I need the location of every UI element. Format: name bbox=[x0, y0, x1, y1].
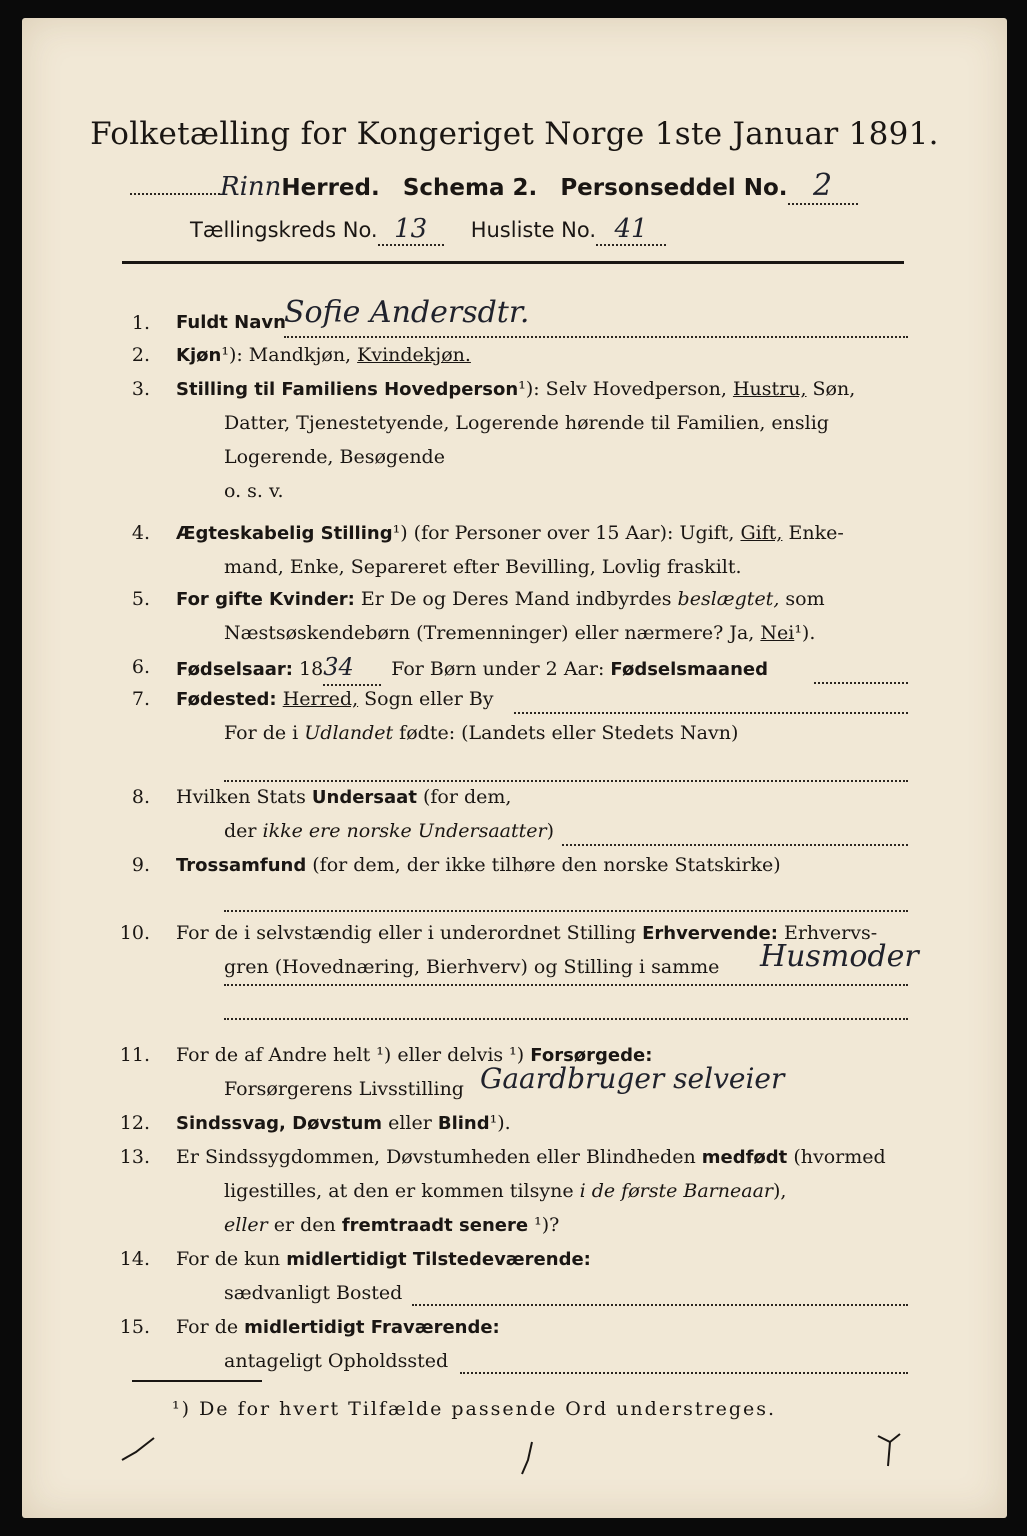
married-women-text: ¹). bbox=[794, 622, 816, 644]
family-position-selected: Hustru, bbox=[732, 378, 807, 400]
congenital-text: ligestilles, at den er kommen tilsyne bbox=[224, 1180, 580, 1202]
family-position-line2: Datter, Tjenestetyende, Logerende hørende til Familien, enslig bbox=[224, 412, 829, 434]
nationality-text: Hvilken Stats bbox=[176, 786, 312, 808]
temporary-absent-line1 bbox=[176, 1310, 500, 1345]
birthplace-foreign-italic: Udlandet bbox=[304, 722, 394, 744]
item-number: 7. bbox=[131, 688, 150, 710]
pen-mark-right bbox=[874, 1430, 904, 1470]
personseddel-label: Personseddel No. bbox=[560, 175, 788, 201]
pen-mark-center bbox=[518, 1440, 538, 1480]
nationality-line1 bbox=[176, 780, 511, 815]
kreds-line bbox=[190, 214, 666, 246]
full-name-value: Sofie Andersdtr. bbox=[284, 295, 530, 330]
item-number: 8. bbox=[131, 786, 150, 808]
married-women-selected: Nei bbox=[760, 622, 795, 644]
husliste-value: 41 bbox=[596, 214, 666, 246]
religion-line bbox=[176, 848, 781, 883]
religion-text: (for dem, der ikke tilhøre den norske Statskirke) bbox=[306, 854, 781, 876]
item-number: 9. bbox=[131, 854, 150, 876]
congenital-label: medfødt bbox=[701, 1147, 788, 1168]
temporary-present-text: For de kun bbox=[176, 1248, 287, 1270]
nationality-dotline bbox=[562, 844, 908, 846]
support-label: Forsørgede: bbox=[530, 1045, 653, 1066]
occupation-value: Husmoder bbox=[760, 939, 919, 974]
disability-label-2: Blind bbox=[437, 1113, 490, 1134]
kreds-label: Tællingskreds No. bbox=[190, 218, 378, 242]
item-number: 1. bbox=[131, 312, 150, 334]
pen-mark-left bbox=[118, 1434, 158, 1464]
birth-month-label: Fødselsmaaned bbox=[610, 659, 768, 680]
occupation-text: Erhvervs- bbox=[777, 922, 878, 944]
item-number: 11. bbox=[119, 1044, 150, 1066]
birthplace-label: Fødested: bbox=[176, 689, 277, 710]
support-line2: Forsørgerens Livsstilling bbox=[224, 1078, 464, 1100]
kreds-value: 13 bbox=[378, 214, 444, 246]
congenital-italic: eller bbox=[224, 1214, 268, 1236]
married-women-question: Næstsøskendebørn (Tremenninger) eller nærmere? Ja, bbox=[224, 622, 761, 644]
married-women-line1 bbox=[176, 582, 825, 617]
occupation-line2: gren (Hovednæring, Bierhverv) og Stilling i samme bbox=[224, 956, 720, 978]
gender-selected: Kvindekjøn. bbox=[357, 344, 471, 366]
married-women-text: som bbox=[779, 588, 825, 610]
full-name-label: Fuldt Navn bbox=[176, 312, 286, 333]
header-rule bbox=[122, 261, 904, 264]
temporary-absent-text: For de bbox=[176, 1316, 245, 1338]
form-title: Folketælling for Kongeriget Norge 1ste Januar 1891. bbox=[90, 116, 939, 152]
support-text: For de af Andre helt ¹) eller delvis ¹) bbox=[176, 1044, 531, 1066]
personseddel-value: 2 bbox=[788, 168, 858, 205]
item-number: 3. bbox=[131, 378, 150, 400]
footnote: ¹) De for hvert Tilfælde passende Ord understreges. bbox=[172, 1398, 777, 1420]
item-number: 12. bbox=[119, 1112, 150, 1134]
religion-dotline bbox=[224, 910, 908, 912]
birth-year-value: 34 bbox=[323, 650, 381, 686]
footnote-rule bbox=[132, 1380, 262, 1382]
marital-text: ) (for Personer over 15 Aar): Ugift, bbox=[400, 522, 741, 544]
item-number: 15. bbox=[119, 1316, 150, 1338]
gender-line bbox=[176, 338, 471, 373]
family-position-label: Stilling til Familiens Hovedperson bbox=[176, 379, 519, 400]
disability-line bbox=[176, 1106, 511, 1141]
item-number: 13. bbox=[119, 1146, 150, 1168]
disability-label: Sindssvag, Døvstum bbox=[176, 1113, 383, 1134]
nationality-italic: ikke ere norske Undersaatter bbox=[262, 820, 547, 842]
herred-value: Rinn bbox=[220, 172, 282, 202]
footnote-mark: ¹ bbox=[221, 344, 229, 366]
item-number: 10. bbox=[119, 922, 150, 944]
congenital-italic: i de første Barneaar bbox=[579, 1180, 773, 1202]
congenital-text: ¹)? bbox=[528, 1214, 560, 1236]
disability-text: ¹). bbox=[489, 1112, 511, 1134]
nationality-label: Undersaat bbox=[311, 787, 417, 808]
birth-month-dotline bbox=[814, 682, 908, 684]
birthplace-foreign-text: For de i bbox=[224, 722, 305, 744]
congenital-text: er den bbox=[267, 1214, 342, 1236]
disability-text: eller bbox=[382, 1112, 438, 1134]
birth-month-text: For Børn under 2 Aar: bbox=[391, 658, 611, 680]
nationality-text: der bbox=[224, 820, 263, 842]
occupation-dotline-1 bbox=[224, 984, 908, 986]
religion-label: Trossamfund bbox=[176, 855, 307, 876]
congenital-line2 bbox=[224, 1174, 786, 1208]
item-number: 4. bbox=[131, 522, 150, 544]
occupation-dotline-2 bbox=[224, 1018, 908, 1020]
marital-line1: Ægteskabelig Stilling¹) (for Personer over 15 Aar): Ugift, Gift, Enke- bbox=[176, 522, 844, 544]
item-number: 14. bbox=[119, 1248, 150, 1270]
birthplace-line1 bbox=[176, 682, 494, 717]
congenital-line1 bbox=[176, 1140, 886, 1175]
married-women-text: Er De og Deres Mand indbyrdes bbox=[354, 588, 678, 610]
congenital-text: (hvormed bbox=[787, 1146, 886, 1168]
married-women-italic: beslægtet, bbox=[677, 588, 780, 610]
probable-residence-label: antageligt Opholdssted bbox=[224, 1350, 449, 1372]
probable-residence-dotline bbox=[460, 1372, 908, 1374]
herred-label: Herred. bbox=[281, 175, 380, 201]
temporary-absent-label: midlertidigt Fraværende: bbox=[244, 1317, 500, 1338]
husliste-label: Husliste No. bbox=[470, 218, 597, 242]
congenital-text: Er Sindssygdommen, Døvstumheden eller Blindheden bbox=[176, 1146, 702, 1168]
occupation-text: For de i selvstændig eller i underordnet Stilling bbox=[176, 922, 643, 944]
family-position-line4: o. s. v. bbox=[224, 480, 284, 502]
birth-year-prefix: 18 bbox=[293, 658, 324, 680]
usual-residence-dotline bbox=[412, 1304, 908, 1306]
item-number: 2. bbox=[131, 344, 150, 366]
married-women-line2 bbox=[224, 616, 815, 650]
congenital-text: ), bbox=[773, 1180, 787, 1202]
family-position-text: Søn, bbox=[806, 378, 856, 400]
nationality-line2 bbox=[224, 814, 554, 848]
gender-options: ): Mandkjøn, bbox=[228, 344, 358, 366]
herred-dots bbox=[130, 192, 220, 195]
birthplace-dotline bbox=[514, 712, 908, 714]
married-women-label: For gifte Kvinder: bbox=[176, 589, 355, 610]
congenital-line3 bbox=[224, 1208, 559, 1243]
birth-year-label: Fødselsaar: bbox=[176, 659, 293, 680]
item-number: 6. bbox=[131, 656, 150, 678]
nationality-text: ) bbox=[546, 820, 554, 842]
birthplace-line2 bbox=[224, 716, 738, 750]
congenital-label: fremtraadt senere bbox=[341, 1215, 529, 1236]
item-number: 5. bbox=[131, 588, 150, 610]
herred-line bbox=[130, 168, 858, 205]
family-position-line3: Logerende, Besøgende bbox=[224, 446, 445, 468]
occupation-label: Erhvervende: bbox=[642, 923, 778, 944]
schema-label: Schema 2. bbox=[402, 175, 538, 201]
marital-text: Enke- bbox=[782, 522, 844, 544]
birthplace-foreign-text: fødte: (Landets eller Stedets Navn) bbox=[393, 722, 739, 744]
marital-selected: Gift, bbox=[740, 522, 783, 544]
gender-label: Kjøn bbox=[176, 345, 222, 366]
birthplace-text: Sogn eller By bbox=[358, 688, 494, 710]
marital-line2: mand, Enke, Separeret efter Bevilling, Lovlig fraskilt. bbox=[224, 556, 742, 578]
nationality-text: (for dem, bbox=[416, 786, 512, 808]
birthplace-selected: Herred, bbox=[282, 688, 359, 710]
family-position-text: ): Selv Hovedperson, bbox=[525, 378, 733, 400]
usual-residence-label: sædvanligt Bosted bbox=[224, 1282, 403, 1304]
marital-label: Ægteskabelig Stilling bbox=[176, 523, 393, 544]
census-form bbox=[22, 18, 1007, 1518]
provider-occupation-value: Gaardbruger selveier bbox=[480, 1062, 785, 1095]
temporary-present-label: midlertidigt Tilstedeværende: bbox=[286, 1249, 591, 1270]
temporary-present-line1 bbox=[176, 1242, 591, 1277]
family-position-line1: Stilling til Familiens Hovedperson¹): Selv Hovedperson, Hustru, Søn, bbox=[176, 378, 856, 400]
